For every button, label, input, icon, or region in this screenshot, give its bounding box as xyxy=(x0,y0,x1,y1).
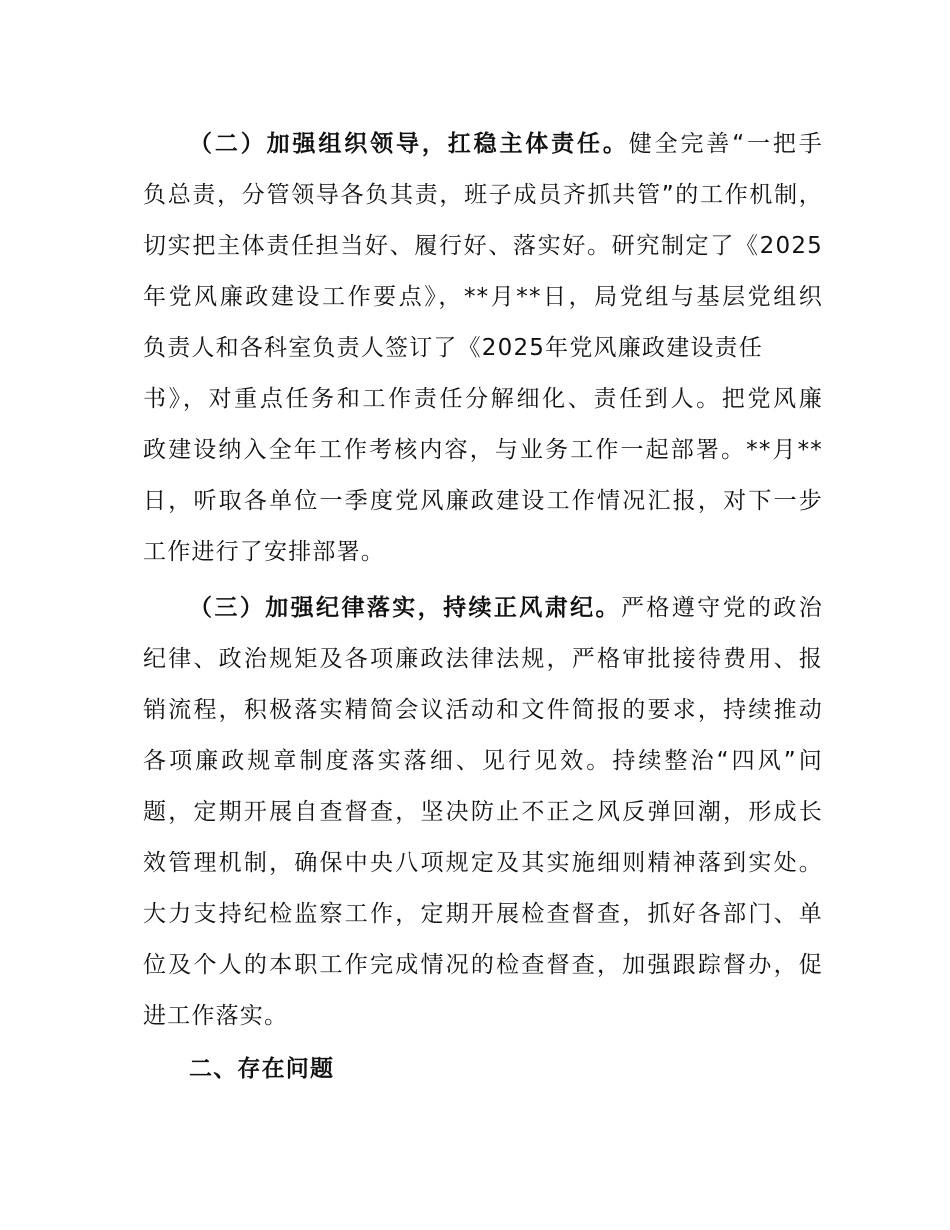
paragraph-2-heading: （二）加强组织领导，扛稳主体责任。 xyxy=(189,131,629,157)
paragraph-2-lead-text: 健全完善“一把手 xyxy=(628,131,824,157)
paragraph-3-line-5: 题，定期开展自查督查，坚决防止不正之风反弹回潮，形成长 xyxy=(143,799,823,825)
paragraph-2-line-1 xyxy=(189,128,823,160)
paragraph-3-line-6: 效管理机制，确保中央八项规定及其实施细则精神落到实处。 xyxy=(143,850,823,876)
paragraph-3-line-8: 位及个人的本职工作完成情况的检查督查，加强跟踪督办，促 xyxy=(143,952,823,978)
paragraph-2-line-9: 工作进行了安排部署。 xyxy=(143,539,385,565)
paragraph-3-line-4: 各项廉政规章制度落实落细、见行见效。持续整治“四风”问 xyxy=(143,748,823,774)
section-heading-problems: 二、存在问题 xyxy=(189,1056,335,1082)
paragraph-2-line-5: 负责人和各科室负责人签订了《2025年党风廉政建设责任 xyxy=(143,335,763,361)
paragraph-3-line-3: 销流程，积极落实精简会议活动和文件简报的要求，持续推动 xyxy=(143,697,823,723)
paragraph-2-line-3: 切实把主体责任担当好、履行好、落实好。研究制定了《2025 xyxy=(143,233,823,259)
paragraph-2-line-6: 书》，对重点任务和工作责任分解细化、责任到人。把党风廉 xyxy=(143,386,823,412)
paragraph-3-line-2: 纪律、政治规矩及各项廉政法律法规，严格审批接待费用、报 xyxy=(143,646,823,672)
paragraph-2-line-8: 日，听取各单位一季度党风廉政建设工作情况汇报，对下一步 xyxy=(143,488,823,514)
paragraph-2-line-4: 年党风廉政建设工作要点》，**月**日，局党组与基层党组织 xyxy=(143,284,823,310)
paragraph-3-line-9: 进工作落实。 xyxy=(143,1003,289,1029)
paragraph-3-line-1 xyxy=(189,592,823,624)
paragraph-2-line-2: 负总责，分管领导各负其责，班子成员齐抓共管”的工作机制， xyxy=(143,182,823,208)
paragraph-2-line-7: 政建设纳入全年工作考核内容，与业务工作一起部署。**月** xyxy=(143,437,823,463)
paragraph-3-line-7: 大力支持纪检监察工作，定期开展检查督查，抓好各部门、单 xyxy=(143,901,823,927)
paragraph-3-lead-text: 严格遵守党的政治 xyxy=(620,595,823,621)
paragraph-3-heading: （三）加强纪律落实，持续正风肃纪。 xyxy=(189,595,621,621)
